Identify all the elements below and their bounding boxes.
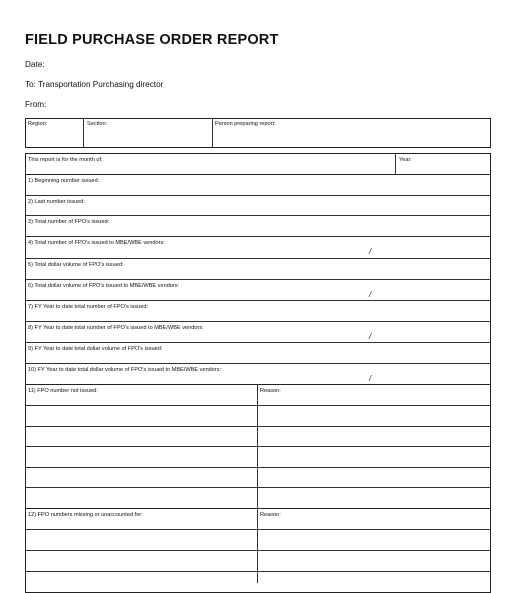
- table-row[interactable]: [25, 571, 491, 572]
- item-6-field[interactable]: 6) Total dollar volume of FPO's issued to MBE/WBE vendors:: [28, 283, 180, 289]
- year-divider: [395, 153, 396, 174]
- item-10-field[interactable]: 10) FY Year to date total dollar volume of FPO's issued to MBE/WBE vendors:: [28, 367, 222, 373]
- ratio-slash: /: [369, 374, 372, 383]
- row-separator: [25, 384, 491, 385]
- table-row[interactable]: [25, 467, 491, 468]
- row-separator: [25, 174, 491, 175]
- row-separator: [25, 300, 491, 301]
- missing-header: 12) FPO numbers missing or unaccounted for:: [28, 512, 143, 518]
- table-row[interactable]: [25, 529, 491, 530]
- row-separator: [25, 279, 491, 280]
- to-line: To: Transportation Purchasing director: [25, 80, 164, 89]
- section-field[interactable]: Section:: [87, 121, 108, 127]
- ratio-slash: /: [369, 332, 372, 341]
- not-issued-header: 11) FPO number not issued:: [28, 388, 98, 394]
- from-field[interactable]: From:: [25, 100, 47, 109]
- table-row[interactable]: [25, 405, 491, 406]
- item-1-field[interactable]: 1) Beginning number issued:: [28, 178, 100, 184]
- item-8-field[interactable]: 8) FY Year to date total number of FPO's issued to MBE/WBE vendors:: [28, 325, 204, 331]
- table-row[interactable]: [25, 487, 491, 488]
- header-divider: [212, 118, 213, 148]
- table-row[interactable]: [25, 426, 491, 427]
- year-field[interactable]: Year:: [399, 157, 412, 163]
- form-title: FIELD PURCHASE ORDER REPORT: [25, 32, 279, 48]
- row-separator: [25, 342, 491, 343]
- ratio-slash: /: [369, 247, 372, 256]
- item-2-field[interactable]: 2) Last number issued:: [28, 199, 85, 205]
- row-separator: [25, 508, 491, 509]
- item-3-field[interactable]: 3) Total number of FPO's issued:: [28, 219, 110, 225]
- item-4-field[interactable]: 4) Total number of FPO's issued to MBE/WBE vendors:: [28, 240, 165, 246]
- reason-header: Reason:: [260, 388, 281, 394]
- region-field[interactable]: Region:: [28, 121, 48, 127]
- row-separator: [25, 195, 491, 196]
- table-row[interactable]: [25, 446, 491, 447]
- table-row[interactable]: [25, 550, 491, 551]
- reason-header: Reason:: [260, 512, 281, 518]
- month-field[interactable]: This report is for the month of:: [28, 157, 103, 163]
- row-separator: [25, 236, 491, 237]
- date-field[interactable]: Date:: [25, 60, 45, 69]
- item-5-field[interactable]: 5) Total dollar volume of FPO's issued:: [28, 262, 124, 268]
- person-preparing-field[interactable]: Person preparing report:: [215, 121, 276, 127]
- ratio-slash: /: [369, 290, 372, 299]
- row-separator: [25, 321, 491, 322]
- row-separator: [25, 363, 491, 364]
- item-9-field[interactable]: 9) FY Year to date total dollar volume of FPO's issued:: [28, 346, 163, 352]
- row-separator: [25, 258, 491, 259]
- item-7-field[interactable]: 7) FY Year to date total number of FPO's issued:: [28, 304, 149, 310]
- row-separator: [25, 215, 491, 216]
- header-divider: [83, 118, 84, 148]
